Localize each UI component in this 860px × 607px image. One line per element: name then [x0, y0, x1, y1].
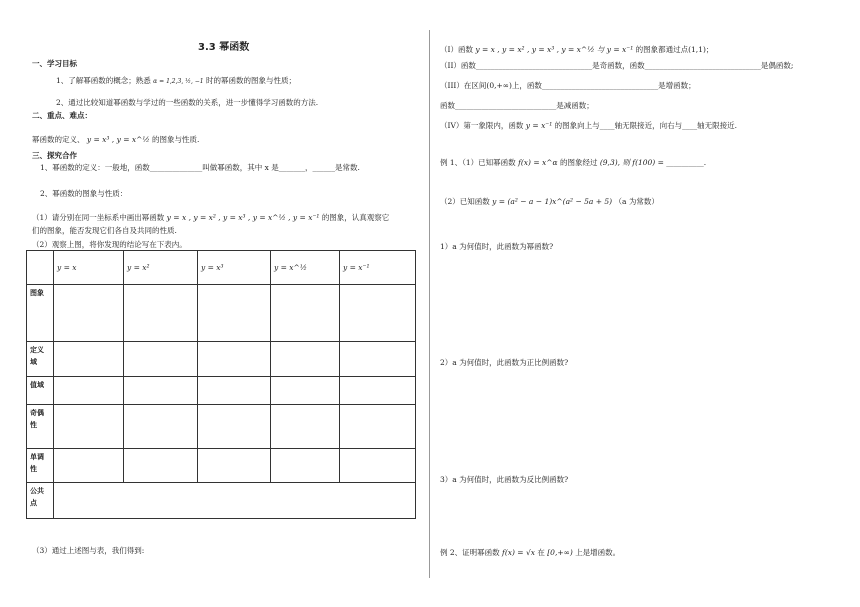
goal-1-math: α = 1,2,3, ½, −1	[153, 78, 204, 85]
col-head-x3: y = x³	[198, 251, 271, 285]
task-2: （2）观察上图，将你发现的结论写在下表内。	[32, 240, 187, 249]
table-cell[interactable]	[124, 377, 198, 405]
table-row-graph	[27, 285, 416, 342]
task-1-math: y = x , y = x² , y = x³ , y = x^½ , y = x⁻¹	[166, 213, 320, 222]
section-key-points: 二、重点、难点：	[32, 111, 92, 120]
table-cell[interactable]	[124, 342, 198, 377]
table-cell[interactable]	[54, 449, 124, 483]
graph-heading: 2、幂函数的图象与性质：	[40, 189, 128, 198]
ex2-math: f(x) = √x	[502, 548, 535, 557]
row-head-parity: 奇偶性	[27, 405, 54, 449]
table-cell[interactable]	[271, 342, 340, 377]
goal-1-pre: 1、了解幂函数的概念；熟悉	[56, 76, 151, 85]
ex2-post: 上是增函数。	[575, 548, 621, 557]
table-cell[interactable]	[124, 285, 198, 342]
properties-table	[26, 250, 416, 519]
property-1	[440, 44, 713, 55]
key-math: y = x³ , y = x^½	[86, 135, 150, 144]
property-4-post: 的图象向上与____轴无限接近，向右与____轴无限接近.	[554, 121, 738, 130]
table-cell[interactable]	[124, 449, 198, 483]
property-1-pre: （Ⅰ）函数	[440, 45, 473, 54]
table-cell[interactable]	[124, 405, 198, 449]
example-1-part-2	[440, 196, 659, 207]
ex1-1-post: __________.	[666, 158, 707, 167]
goal-1	[56, 75, 296, 86]
property-1-post: 的图象都通过点(1,1)；	[635, 45, 714, 54]
table-row-common-point	[27, 483, 416, 519]
ex2-pre: 例 2、证明幂函数	[440, 548, 500, 557]
key-pre: 幂函数的定义、	[32, 135, 85, 144]
example-2	[440, 547, 620, 558]
row-head-monotonic: 单调性	[27, 449, 54, 483]
col-head-x-half: y = x^½	[271, 251, 340, 285]
table-row-monotonic	[27, 449, 416, 483]
table-cell[interactable]	[198, 342, 271, 377]
table-cell[interactable]	[340, 377, 416, 405]
page-title: 3.3 幂函数	[198, 42, 250, 53]
table-cell[interactable]	[271, 405, 340, 449]
table-cell[interactable]	[54, 405, 124, 449]
table-cell[interactable]	[198, 285, 271, 342]
table-cell[interactable]	[198, 449, 271, 483]
property-1-math: y = x , y = x² , y = x³ , y = x^½ 与 y = x⁻¹	[475, 45, 634, 54]
definition-line: 1、幂函数的定义：一般地，函数______________叫做幂函数，其中 x 是_______，______是常数.	[40, 163, 360, 172]
section-explore: 三、探究合作	[32, 151, 77, 160]
column-divider	[429, 30, 430, 578]
col-head-x: y = x	[54, 251, 124, 285]
task-3: （3）通过上述图与表，我们得到:	[32, 546, 145, 555]
ex1-1-mid: 的图象经过	[559, 158, 598, 167]
table-cell[interactable]	[54, 285, 124, 342]
section-learning-goals: 一、学习目标	[32, 59, 77, 68]
ex1-2-pre: （2）已知函数	[440, 197, 490, 206]
goal-1-post: 时的幂函数的图象与性质；	[206, 76, 297, 85]
ex2-math2: [0,+∞)	[547, 548, 573, 557]
table-cell[interactable]	[271, 377, 340, 405]
table-cell[interactable]	[198, 405, 271, 449]
question-2: 2）a 为何值时，此函数为正比例函数?	[440, 358, 569, 367]
row-head-range: 值域	[27, 377, 54, 405]
table-cell[interactable]	[54, 377, 124, 405]
table-row-domain	[27, 342, 416, 377]
table-corner-cell	[27, 251, 54, 285]
ex1-2-post: （a 为常数）	[614, 197, 659, 206]
property-4-pre: （IV）第一象限内，函数	[440, 121, 524, 130]
question-1: 1）a 为何值时，此函数为幂函数?	[440, 242, 554, 251]
ex1-1-math2: (9,3), 则 f(100) =	[599, 158, 664, 167]
property-3b: 函数___________________________是减函数；	[440, 101, 594, 110]
col-head-x-inv: y = x⁻¹	[340, 251, 416, 285]
table-cell[interactable]	[340, 342, 416, 377]
property-4	[440, 120, 737, 131]
ex1-1-pre: 例 1、（1）已知幂函数	[440, 158, 516, 167]
table-row-parity	[27, 405, 416, 449]
row-head-common-point: 公共点	[27, 483, 54, 519]
table-cell[interactable]	[340, 405, 416, 449]
col-head-x2: y = x²	[124, 251, 198, 285]
table-row-range	[27, 377, 416, 405]
table-cell[interactable]	[54, 342, 124, 377]
task-1-post: 的图象，认真观察它	[321, 213, 390, 222]
question-3: 3）a 为何值时，此函数为反比例函数?	[440, 475, 569, 484]
ex1-2-math: y = (a² − a − 1)x^(a² − 5a + 5)	[492, 197, 613, 206]
example-1-part-1	[440, 157, 706, 168]
table-cell-merged[interactable]	[54, 483, 416, 519]
task-1-line-2: 们的图象，能否发现它们各自及共同的性质.	[32, 226, 177, 235]
ex1-1-math: f(x) = x^α	[518, 158, 558, 167]
property-4-math: y = x⁻¹	[525, 121, 553, 130]
table-cell[interactable]	[198, 377, 271, 405]
property-2: （II）函数_______________________________是奇函数，函数_______________________________是偶函数;	[440, 61, 794, 70]
table-header-row	[27, 251, 416, 285]
table-cell[interactable]	[271, 449, 340, 483]
property-3: （III）在区间(0,+∞)上，函数_______________________________是增函数；	[440, 81, 696, 90]
table-cell[interactable]	[340, 285, 416, 342]
table-cell[interactable]	[340, 449, 416, 483]
goal-2: 2、通过比较知道幂函数与学过的一些函数的关系，进一步懂得学习函数的方法.	[56, 98, 319, 107]
key-points-text	[32, 134, 199, 145]
task-1-line-1	[32, 212, 389, 223]
task-1-pre: （1）请分别在同一坐标系中画出幂函数	[32, 213, 165, 222]
row-head-domain: 定义域	[27, 342, 54, 377]
row-head-graph: 图象	[27, 285, 54, 342]
ex2-mid: 在	[537, 548, 545, 557]
key-post: 的图象与性质.	[152, 135, 200, 144]
table-cell[interactable]	[271, 285, 340, 342]
